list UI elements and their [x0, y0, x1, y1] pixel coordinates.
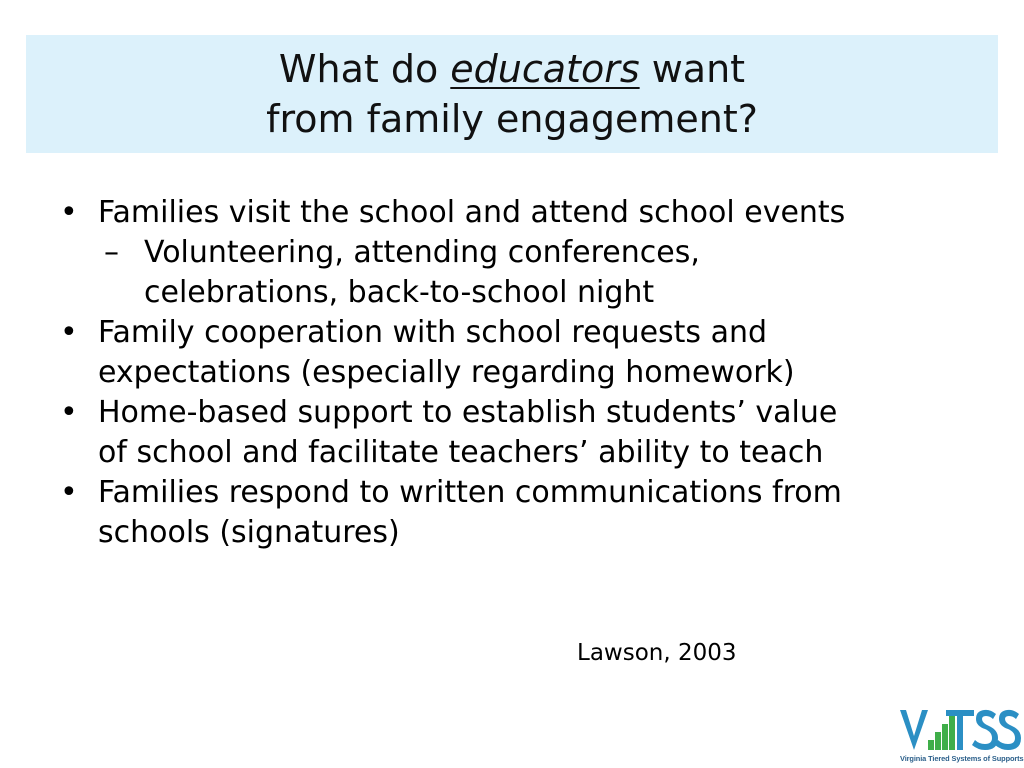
bullet-marker: •	[60, 395, 78, 430]
bullet-text: Home-based support to establish students’ value	[98, 395, 838, 430]
bullet-marker: •	[60, 475, 78, 510]
bullet-text: of school and facilitate teachers’ ability to teach	[98, 435, 824, 470]
sub-bullet-text: Volunteering, attending conferences,	[144, 235, 700, 270]
bullet-item-3	[60, 393, 990, 473]
slide-title-line-2: from family engagement?	[266, 97, 758, 141]
title-suffix: want	[639, 47, 746, 91]
bullet-item-1	[60, 193, 990, 233]
sub-bullet-text: celebrations, back-to-school night	[144, 275, 655, 310]
bullet-marker: •	[60, 315, 78, 350]
slide-title-line-1	[279, 44, 745, 94]
bullet-item-2	[60, 313, 990, 393]
bullet-text: Families visit the school and attend school events	[98, 195, 846, 230]
title-prefix: What do	[278, 47, 451, 91]
vtss-wordmark-icon	[898, 706, 1022, 754]
vtss-logo	[898, 706, 1022, 766]
citation: Lawson, 2003	[577, 640, 737, 666]
bullet-text: expectations (especially regarding homework)	[98, 355, 795, 390]
bullet-text: Family cooperation with school requests and	[98, 315, 768, 350]
bullet-text: Families respond to written communications from	[98, 475, 842, 510]
logo-caption: Virginia Tiered Systems of Supports	[900, 754, 1024, 763]
bullet-text: schools (signatures)	[98, 515, 400, 550]
title-emphasis: educators	[450, 47, 640, 91]
bullet-list	[60, 193, 990, 553]
sub-bullet-item-1	[60, 233, 990, 313]
title-banner	[26, 35, 998, 153]
bullet-marker: •	[60, 195, 78, 230]
sub-bullet-marker: –	[104, 235, 119, 270]
bullet-item-4	[60, 473, 990, 553]
